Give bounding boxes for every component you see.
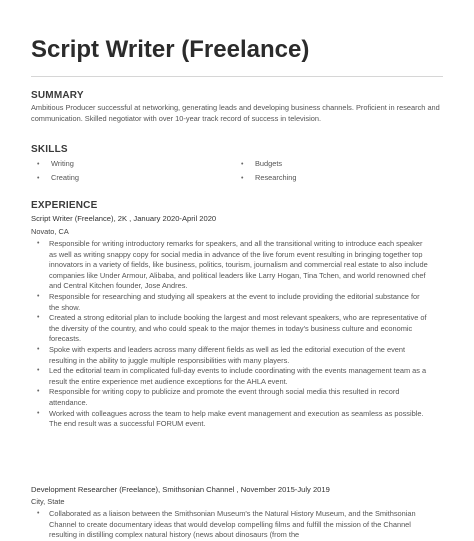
skill-item: • Budgets xyxy=(241,159,283,168)
bullet-icon: • xyxy=(241,175,244,182)
title-divider xyxy=(31,76,443,77)
summary-text: Ambitious Producer successful at networking, generating leads and developing business channels. Proficient in research and communication. Skilled negotiator with over 10-year track record of success in television. xyxy=(31,103,440,123)
job-header: Development Researcher (Freelance), Smithsonian Channel , November 2015-July 2019 xyxy=(31,485,330,494)
page-title: Script Writer (Freelance) xyxy=(31,36,310,63)
bullet-icon: • xyxy=(37,409,40,417)
bullet-icon: • xyxy=(37,367,40,375)
summary-heading: SUMMARY xyxy=(31,90,84,101)
job-duties xyxy=(31,239,431,430)
list-item: • Responsible for writing introductory remarks for speakers, and all the transitional writing to introduce each speaker as well as writing snappy copy for social media in advance of the live forum event resulting in bringing together top innovators in a variety of fields, like business, politics, tourism, journalism and commercial real estate to also include companies like Under Armour, Alibaba, and political leaders like Larry Hogan, Tina Tchen, and world renowned chef and Central Kitchen founder, Jose Andres. xyxy=(37,239,428,291)
experience-heading: EXPERIENCE xyxy=(31,200,98,211)
bullet-icon: • xyxy=(37,314,40,322)
list-item: • Led the editorial team in complicated full-day events to include coordinating with the events management team as a result the entire experience met audience exceptions for the AHLA event. xyxy=(37,366,427,386)
job-header: Script Writer (Freelance), 2K , January 2020-April 2020 xyxy=(31,214,217,223)
skill-item: • Writing xyxy=(37,159,74,168)
job-location: City, State xyxy=(31,497,65,506)
bullet-icon: • xyxy=(37,240,40,247)
list-item: • Created a strong editorial plan to include booking the largest and most relevant speakers, who are representative of the diversity of the country, and who could speak to the major themes in today's business culture and economic forecasts. xyxy=(37,313,427,344)
list-item: • Collaborated as a liaison between the Smithsonian Museum's the Natural History Museum, and the Smithsonian Channel to create documentary ideas that would develop compelling films and fulfill the mission of the Channel resulting in distilling complex natural history (news about dinosaurs (from the xyxy=(37,509,416,540)
list-item: • Responsible for writing copy to publicize and promote the event through social media this resulted in record attendance. xyxy=(37,387,400,407)
skill-item: • Researching xyxy=(241,173,297,182)
bullet-icon: • xyxy=(37,292,40,300)
job-duties xyxy=(31,509,431,541)
bullet-icon: • xyxy=(37,388,40,396)
list-item: • Worked with colleagues across the team to help make event management and execution as seamless as possible. The end result was a successful FORUM event. xyxy=(37,408,424,429)
bullet-icon: • xyxy=(37,345,40,353)
bullet-icon: • xyxy=(37,510,40,517)
bullet-icon: • xyxy=(37,175,40,182)
list-item: • Spoke with experts and leaders across many different fields as well as led the editorial execution of the event resulting in the ability to juggle multiple responsibilities with many players. xyxy=(37,344,406,365)
skill-item: • Creating xyxy=(37,173,79,182)
bullet-icon: • xyxy=(37,161,40,168)
skills-heading: SKILLS xyxy=(31,144,68,155)
bullet-icon: • xyxy=(241,161,244,168)
list-item: • Responsible for researching and studying all speakers at the event to include providing the editorial substance for the show. xyxy=(37,291,420,312)
job-location: Novato, CA xyxy=(31,227,69,236)
